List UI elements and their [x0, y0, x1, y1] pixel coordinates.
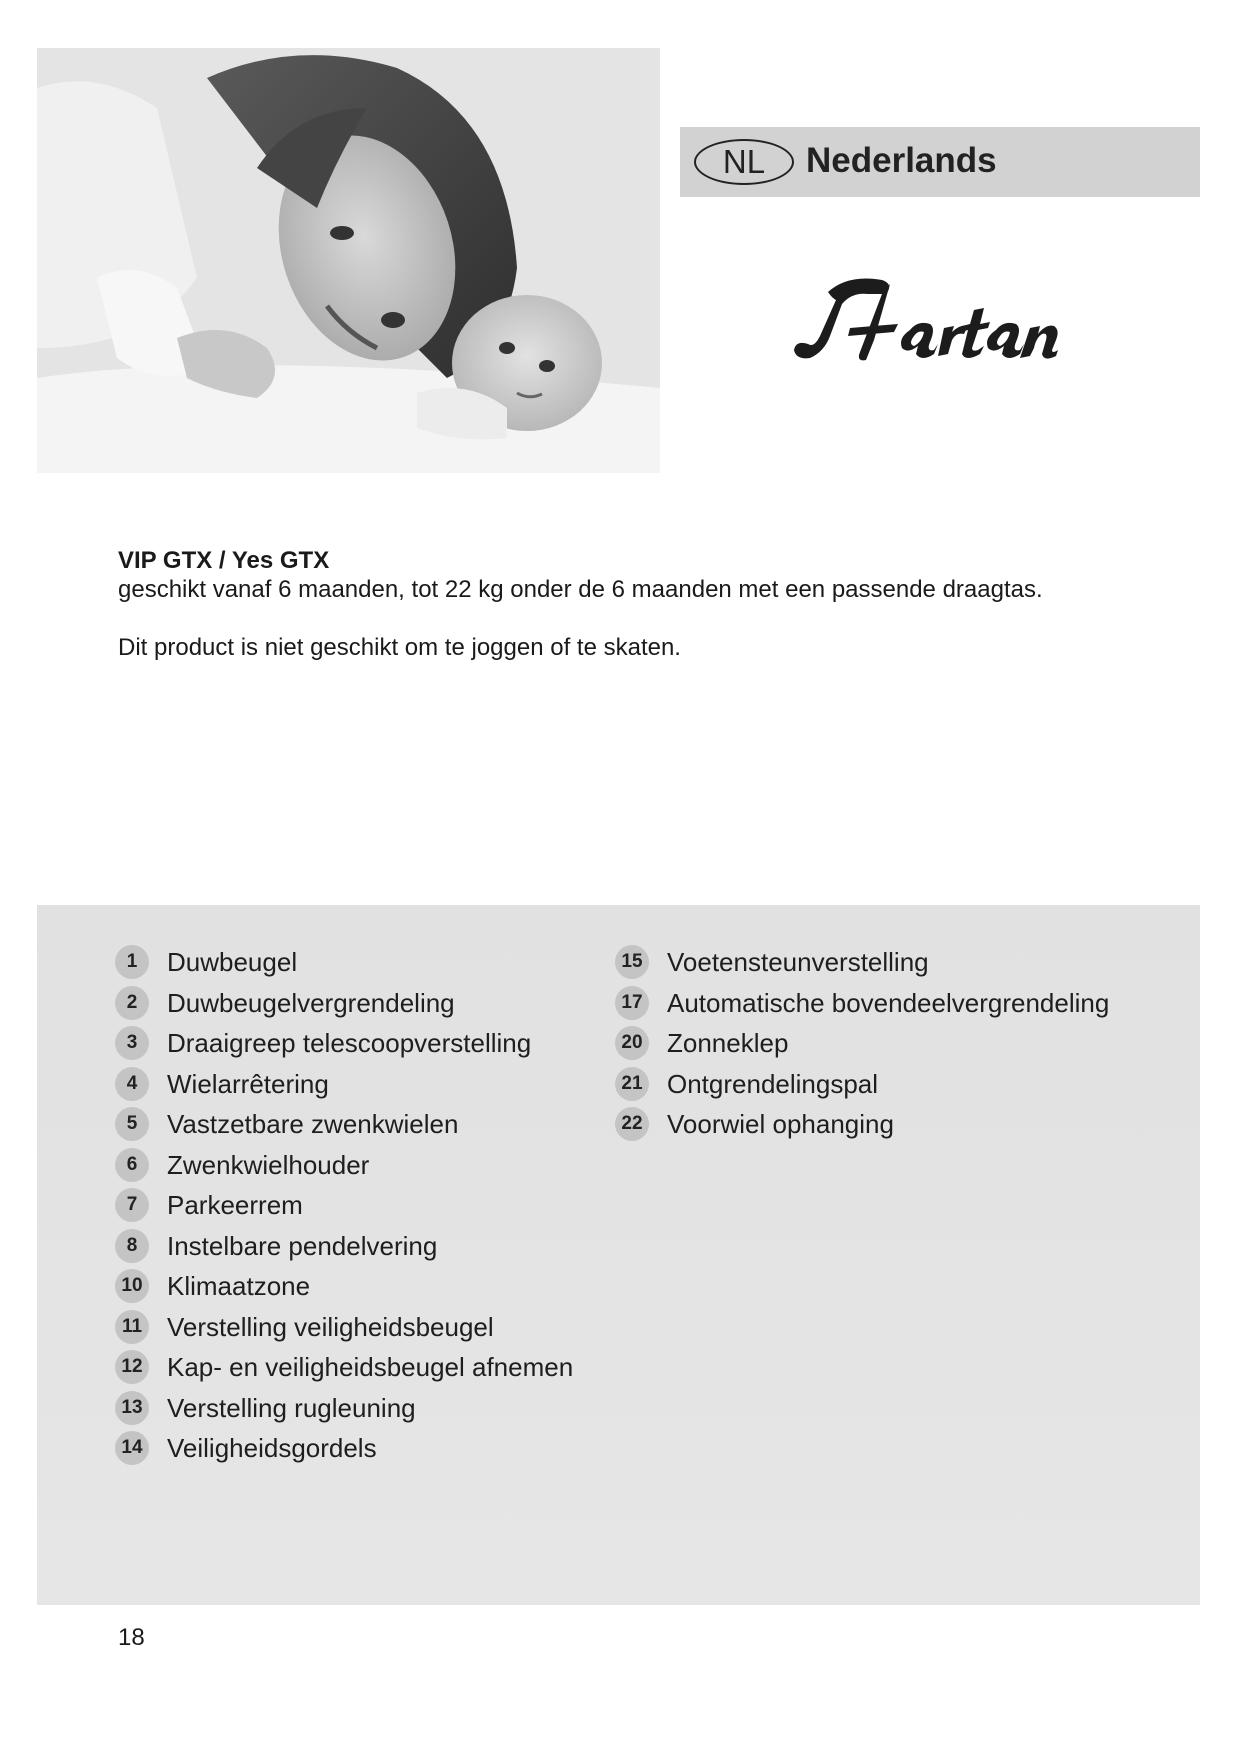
- item-label: Voorwiel ophanging: [667, 1109, 894, 1139]
- hartan-logo: [790, 270, 1060, 380]
- item-label: Ontgrendelingspal: [667, 1068, 879, 1099]
- item-number-badge: 22: [615, 1107, 649, 1141]
- item-number-badge: 10: [115, 1269, 149, 1303]
- item-number-badge: 14: [115, 1431, 149, 1465]
- item-number-badge: 12: [115, 1350, 149, 1384]
- product-suitability: geschikt vanaf 6 maanden, tot 22 kg onder de 6 maanden met een passende draagtas.: [118, 576, 1043, 603]
- parts-list-panel: [37, 905, 1200, 1605]
- item-label: Klimaatzone: [167, 1271, 311, 1301]
- item-number-badge: 6: [115, 1148, 149, 1182]
- item-number-badge: 17: [615, 986, 649, 1020]
- item-number-badge: 5: [115, 1107, 149, 1141]
- item-label: Verstelling veiligheidsbeugel: [167, 1311, 494, 1342]
- product-info: [118, 547, 1168, 663]
- item-label: Kap- en veiligheidsbeugel afnemen: [167, 1352, 574, 1382]
- item-label: Zonneklep: [667, 1028, 789, 1058]
- item-number-badge: 13: [115, 1391, 149, 1425]
- item-number-badge: 15: [615, 945, 649, 979]
- item-label: Automatische bovendeelvergrendeling: [667, 987, 1110, 1018]
- language-name: Nederlands: [806, 141, 997, 180]
- language-bar: [680, 127, 1200, 197]
- item-label: Wielarrêtering: [167, 1068, 329, 1099]
- item-label: Vastzetbare zwenkwielen: [167, 1109, 459, 1139]
- item-label: Veiligheidsgordels: [167, 1433, 377, 1463]
- item-number-badge: 1: [115, 945, 149, 979]
- hartan-logo-script: [790, 270, 1060, 380]
- item-label: Zwenkwielhouder: [167, 1149, 370, 1180]
- item-label: Duwbeugel: [167, 947, 298, 977]
- item-number-badge: 11: [115, 1310, 149, 1344]
- item-number-badge: 20: [615, 1026, 649, 1060]
- mother-and-baby-photo: [37, 48, 660, 473]
- item-number-badge: 2: [115, 986, 149, 1020]
- item-number-badge: 21: [615, 1067, 649, 1101]
- product-title: VIP GTX / Yes GTX: [118, 547, 330, 574]
- item-number-badge: 4: [115, 1067, 149, 1101]
- item-label: Verstelling rugleuning: [167, 1392, 416, 1423]
- photo-illustration: [37, 48, 660, 473]
- item-label: Draaigreep telescoopverstelling: [167, 1028, 532, 1058]
- item-number-badge: 3: [115, 1026, 149, 1060]
- product-note: Dit product is niet geschikt om te joggen of te skaten.: [118, 634, 681, 661]
- item-number-badge: 8: [115, 1229, 149, 1263]
- language-code-badge: NL: [694, 139, 794, 185]
- page-number: 18: [118, 1624, 145, 1651]
- item-label: Parkeerrem: [167, 1190, 303, 1220]
- item-label: Instelbare pendelvering: [167, 1230, 438, 1261]
- item-label: Duwbeugelvergrendeling: [167, 987, 455, 1018]
- item-label: Voetensteunverstelling: [667, 947, 929, 977]
- item-number-badge: 7: [115, 1188, 149, 1222]
